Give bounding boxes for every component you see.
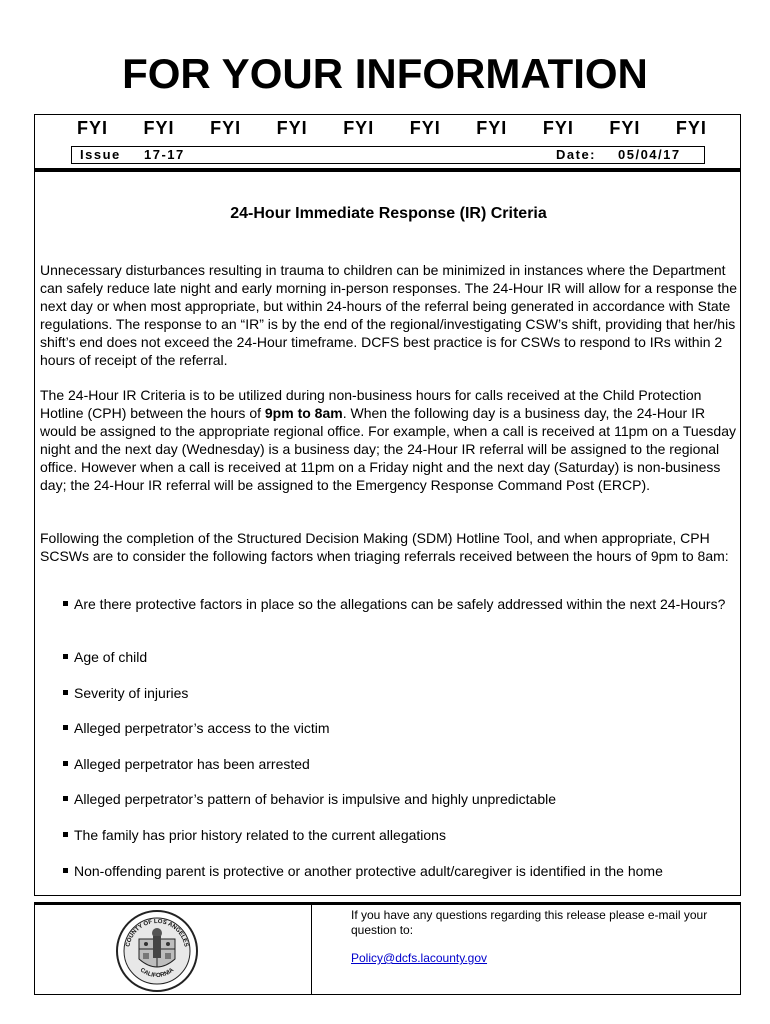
- fyi-label: FYI: [77, 118, 109, 138]
- list-item: Alleged perpetrator has been arrested: [60, 755, 740, 791]
- footer: [34, 902, 741, 995]
- paragraph-criteria: [40, 386, 740, 494]
- policy-email-link[interactable]: Policy@dcfs.lacounty.gov: [351, 951, 488, 965]
- fyi-label: FYI: [609, 118, 641, 138]
- fyi-label: FYI: [476, 118, 508, 138]
- issue-number: 17-17: [144, 147, 185, 162]
- document-heading: 24-Hour Immediate Response (IR) Criteria: [230, 205, 547, 222]
- paragraph-factors: Following the completion of the Structured Decision Making (SDM) Hotline Tool, and when appropriate, CPH SCSWs are to consider the following factors when triaging referrals received between the hours of 9pm to 8am:: [40, 530, 729, 564]
- footer-divider: [311, 905, 312, 995]
- issue-label: Issue: [80, 147, 121, 162]
- list-item: Are there protective factors in place so the allegations can be safely addressed within the next 24-Hours?: [60, 595, 740, 648]
- paragraph-criteria-end: . When the following day is a business day, the 24-Hour IR would be assigned to the appropriate regional office. For example, when a call is received at 11pm on a Tuesday night and the next day (Wednesday) is a business day; the 24-Hour IR referral will be assigned to the regional office. However when a call is received at 11pm on a Friday night and the next day (Saturday) is non-business day; the 24-Hour IR referral will be assigned to the Emergency Response Command Post (ERCP).: [40, 405, 737, 493]
- date-value: 05/04/17: [618, 147, 681, 162]
- list-item: The family has prior history related to the current allegations: [60, 826, 740, 862]
- paragraph-intro: Unnecessary disturbances resulting in trauma to children can be minimized in instances where the Department can safely reduce late night and early morning in-person responses. The 24-Hour IR will allow for a response the next day or when most appropriate, but within 24-hours of the referral being generated in accordance with State regulations. The response to an “IR” is by the end of the regional/investigating CSW’s shift, providing that her/his shift’s end does not exceed the 24-Hour timeframe. DCFS best practice is for CSWs to respond to IRs within 2 hours of receipt of the referral.: [40, 262, 737, 368]
- page-title: FOR YOUR INFORMATION: [122, 50, 648, 97]
- seal-text-top: COUNTY OF LOS ANGELES: [125, 918, 189, 948]
- fyi-label: FYI: [542, 118, 574, 138]
- fyi-label: FYI: [276, 118, 308, 138]
- content-box: [34, 172, 741, 896]
- list-item: Non-offending parent is protective or another protective adult/caregiver is identified in the home: [60, 862, 740, 880]
- fyi-banner: [34, 114, 741, 172]
- footer-question-text: If you have any questions regarding this release please e-mail your question to:: [351, 908, 708, 937]
- factor-list: [60, 595, 740, 880]
- list-item: Alleged perpetrator’s pattern of behavior is impulsive and highly unpredictable: [60, 790, 740, 826]
- date-label: Date:: [556, 147, 597, 162]
- list-item: Severity of injuries: [60, 684, 740, 720]
- fyi-label: FYI: [343, 118, 375, 138]
- fyi-label: FYI: [409, 118, 441, 138]
- hours-emphasis: 9pm to 8am: [264, 405, 343, 421]
- list-item: Age of child: [60, 648, 740, 684]
- fyi-label: FYI: [210, 118, 242, 138]
- paragraph-criteria-start: The 24-Hour IR Criteria is to be utilized during non-business hours for calls received at the Child Protection Hotline (CPH) between the hours of: [40, 387, 702, 421]
- fyi-row: [77, 118, 707, 139]
- issue-date-box: [71, 146, 705, 164]
- fyi-label: FYI: [143, 118, 175, 138]
- county-seal-icon: [115, 909, 199, 993]
- fyi-label: FYI: [675, 118, 707, 138]
- list-item: Alleged perpetrator’s access to the victim: [60, 719, 740, 755]
- seal-text-bottom: CALIFORNIA: [138, 967, 176, 980]
